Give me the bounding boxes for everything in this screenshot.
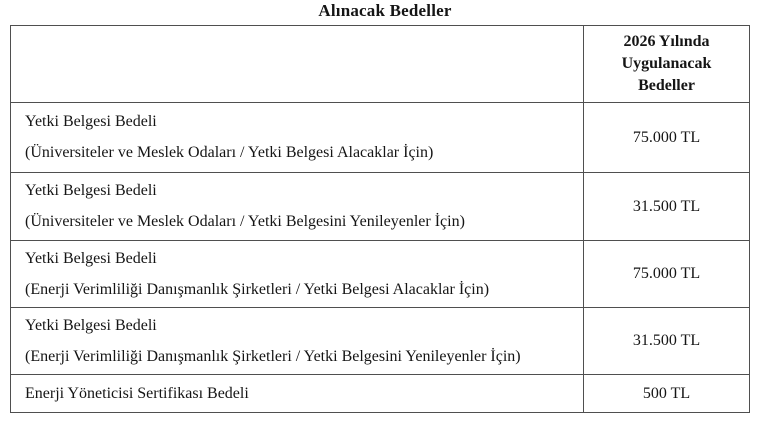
- row-value: 75.000 TL: [584, 241, 750, 308]
- table-row: [11, 241, 750, 308]
- header-value-cell: [584, 26, 750, 103]
- table-row: [11, 103, 750, 173]
- page-title: Alınacak Bedeller: [318, 1, 452, 20]
- header-empty-cell: [11, 26, 584, 103]
- header-line-1: 2026 Yılında: [623, 32, 710, 50]
- row-label-line1: Yetki Belgesi Bedeli: [25, 182, 157, 199]
- row-label-cell: [11, 241, 584, 308]
- row-value: 31.500 TL: [584, 173, 750, 241]
- row-value: 31.500 TL: [584, 308, 750, 375]
- table-row: [11, 173, 750, 241]
- row-label-line1: Yetki Belgesi Bedeli: [25, 113, 157, 130]
- fees-table: [10, 25, 750, 413]
- row-label-line1: Yetki Belgesi Bedeli: [25, 316, 157, 334]
- table-row: [11, 375, 750, 413]
- row-label-line2: (Üniversiteler ve Meslek Odaları / Yetki Belgesini Yenileyenler İçin): [25, 213, 465, 230]
- row-label-line2: (Üniversiteler ve Meslek Odaları / Yetki Belgesi Alacaklar İçin): [25, 144, 434, 161]
- row-label-cell: [11, 173, 584, 241]
- header-line-3: Bedeller: [638, 77, 695, 95]
- row-label-line2: (Enerji Verimliliği Danışmanlık Şirketleri / Yetki Belgesi Alacaklar İçin): [25, 280, 490, 298]
- table-row: [11, 308, 750, 375]
- row-value: 75.000 TL: [584, 103, 750, 173]
- row-label-cell: [11, 103, 584, 173]
- table-header-row: [11, 26, 750, 103]
- row-label-line2: (Enerji Verimliliği Danışmanlık Şirketleri / Yetki Belgesini Yenileyenler İçin): [25, 347, 521, 365]
- row-label-cell: [11, 308, 584, 375]
- row-value: 500 TL: [584, 375, 750, 413]
- row-label-line1: Enerji Yöneticisi Sertifikası Bedeli: [11, 375, 584, 413]
- header-line-2: Uygulanacak: [621, 54, 712, 72]
- row-label-line1: Yetki Belgesi Bedeli: [25, 249, 157, 267]
